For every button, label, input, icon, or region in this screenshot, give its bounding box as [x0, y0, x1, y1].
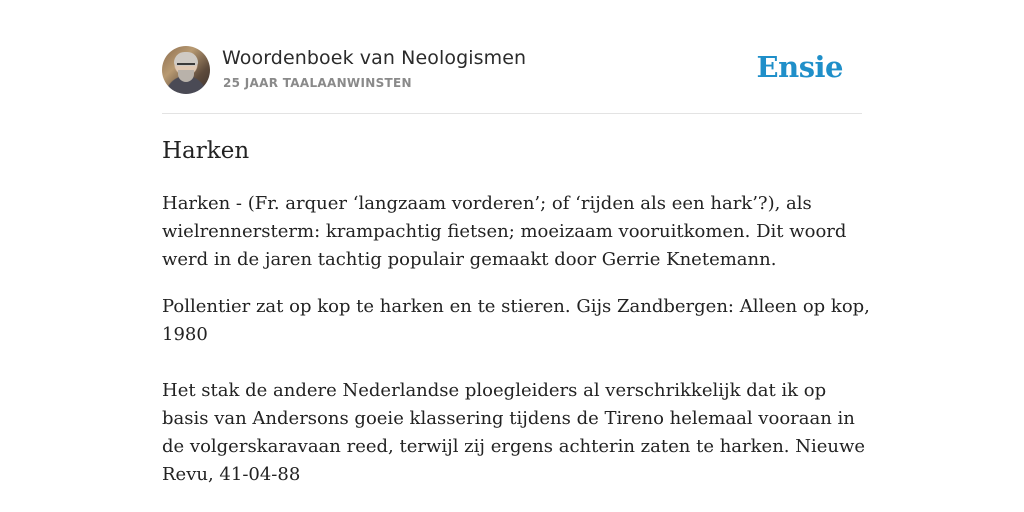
- entry-example-1: Pollentier zat op kop te harken en te stieren. Gijs Zandbergen: Alleen op kop, 1980: [162, 296, 870, 345]
- author-avatar[interactable]: [162, 46, 210, 94]
- entry-body: [162, 190, 872, 489]
- site-title[interactable]: Woordenboek van Neologismen: [222, 47, 527, 69]
- header-divider: [162, 113, 862, 114]
- avatar-glasses: [177, 63, 195, 69]
- site-subtitle: 25 JAAR TAALAANWINSTEN: [223, 76, 412, 90]
- entry-title: Harken: [162, 138, 250, 164]
- entry-example-2: Het stak de andere Nederlandse ploegleiders al verschrikkelijk dat ik op basis van Andersons goeie klassering tijdens de Tireno helemaal vooraan in de volgerskaravaan reed, terwijl zij ergens achterin zaten te harken. Nieuwe Revu, 41-04-88: [162, 380, 866, 485]
- entry-definition: Harken - (Fr. arquer ‘langzaam vorderen’; of ‘rijden als een hark’?), als wielrennersterm: krampachtig fietsen; moeizaam vooruitkomen. Dit woord werd in de jaren tachtig populair gemaakt door Gerrie Knetemann.: [162, 193, 847, 270]
- site-header: [162, 46, 862, 96]
- avatar-beard: [178, 70, 194, 82]
- brand-logo[interactable]: Ensie: [756, 50, 843, 84]
